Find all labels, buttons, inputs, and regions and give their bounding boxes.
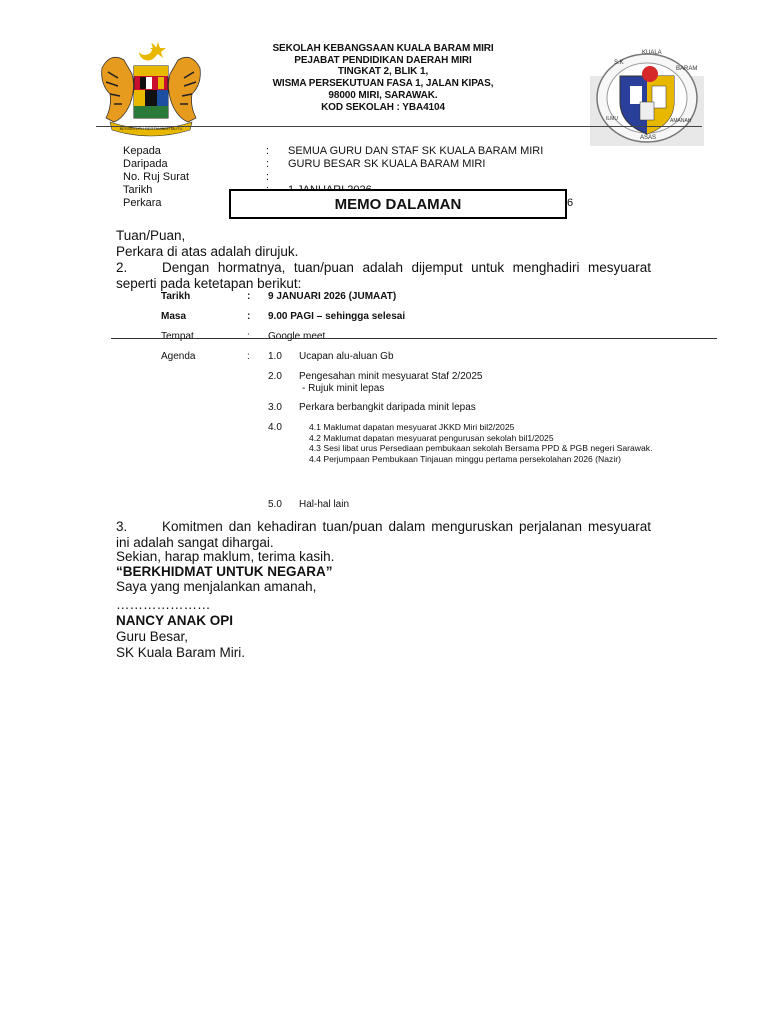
field-label-daripada: Daripada xyxy=(123,158,168,170)
paragraph-number: 2. xyxy=(116,260,128,275)
detail-label-agenda: Agenda xyxy=(161,351,196,362)
agenda-subitem: 4.3 Sesi libat urus Persediaan pembukaan sekolah Bersama PPD & PGB negeri Sarawak. xyxy=(309,443,653,453)
paragraph-text: Dengan hormatnya, tuan/puan adalah dijemput untuk menghadiri mesyuarat seperti pada ketetapan berikut: xyxy=(116,260,651,291)
field-colon: : xyxy=(266,158,270,170)
svg-text:KUALA: KUALA xyxy=(642,50,662,56)
svg-text:BARAM: BARAM xyxy=(676,66,698,72)
horizontal-rule xyxy=(111,338,717,339)
svg-text:ILMU: ILMU xyxy=(606,116,618,122)
paragraph-3 xyxy=(116,519,651,550)
detail-colon: : xyxy=(247,311,251,322)
agenda-subitem: 4.2 Maklumat dapatan mesyuarat pengurusan sekolah bil1/2025 xyxy=(309,432,554,443)
paragraph-2 xyxy=(116,260,651,291)
amanah-line: Saya yang menjalankan amanah, xyxy=(116,579,317,594)
signer-title: Guru Besar, xyxy=(116,629,189,644)
field-value-daripada: GURU BESAR SK KUALA BARAM MIRI xyxy=(288,158,486,170)
signer-school: SK Kuala Baram Miri. xyxy=(116,645,246,660)
detail-value-tarikh: 9 JANUARI 2026 (JUMAAT) xyxy=(268,291,397,302)
address-line-1: TINGKAT 2, BLIK 1, xyxy=(337,66,429,78)
field-label-no-ruj: No. Ruj Surat xyxy=(123,171,190,183)
header-divider xyxy=(96,126,702,127)
school-code: KOD SEKOLAH : YBA4104 xyxy=(321,101,445,113)
motto: “BERKHIDMAT UNTUK NEGARA” xyxy=(116,564,333,579)
field-value-kepada: SEMUA GURU DAN STAF SK KUALA BARAM MIRI xyxy=(288,145,544,157)
detail-label-masa: Masa xyxy=(161,311,187,322)
paragraph-number: 3. xyxy=(116,519,128,534)
svg-text:S.K: S.K xyxy=(614,60,624,66)
perkara-value-fragment: 6 xyxy=(567,197,574,209)
school-name: SEKOLAH KEBANGSAAN KUALA BARAM MIRI xyxy=(272,43,494,54)
field-label-kepada: Kepada xyxy=(123,145,161,157)
agenda-item: Pengesahan minit mesyuarat Staf 2/2025 xyxy=(299,371,483,382)
detail-colon: : xyxy=(247,331,250,342)
detail-colon: : xyxy=(247,351,250,362)
agenda-item: Perkara berbangkit daripada minit lepas xyxy=(299,402,476,413)
field-label-perkara: Perkara xyxy=(123,197,162,209)
detail-label-tempat: Tempat xyxy=(161,331,194,342)
memo-title: MEMO DALAMAN xyxy=(334,195,462,213)
salutation: Tuan/Puan, xyxy=(116,228,186,243)
field-label-tarikh: Tarikh xyxy=(123,184,153,196)
paragraph-text: Komitmen dan kehadiran tuan/puan dalam menguruskan perjalanan mesyuarat ini adalah sangat dihargai. xyxy=(116,519,651,550)
agenda-number: 4.0 xyxy=(268,422,282,433)
address-postcode: 98000 MIRI, SARAWAK. xyxy=(328,89,438,101)
school-crest-logo xyxy=(590,42,704,146)
svg-text:BERSEKUTU BERTAMBAH MUTU: BERSEKUTU BERTAMBAH MUTU xyxy=(119,126,183,131)
intro-paragraph: Perkara di atas adalah dirujuk. xyxy=(116,244,299,259)
field-colon: : xyxy=(266,171,270,183)
agenda-subitem: 4.4 Perjumpaan Pembukaan Tinjauan minggu pertama persekolahan 2026 (Nazir) xyxy=(309,453,621,464)
detail-label-tarikh: Tarikh xyxy=(161,291,191,302)
detail-value-masa: 9.00 PAGI – sehingga selesai xyxy=(268,311,406,322)
closing-line: Sekian, harap maklum, terima kasih. xyxy=(116,549,335,564)
svg-text:ASAS: ASAS xyxy=(640,135,657,141)
agenda-item-note: - Rujuk minit lepas xyxy=(302,383,385,394)
detail-colon: : xyxy=(247,291,251,302)
malaysia-coat-of-arms-logo xyxy=(96,38,206,138)
field-colon: : xyxy=(266,145,270,157)
memo-title-box xyxy=(229,189,567,219)
district-office: PEJABAT PENDIDIKAN DAERAH MIRI xyxy=(294,54,472,66)
address-line-2: WISMA PERSEKUTUAN FASA 1, JALAN KIPAS, xyxy=(272,78,494,90)
agenda-number: 3.0 xyxy=(268,402,282,413)
agenda-subitem: 4.1 Maklumat dapatan mesyuarat JKKD Miri bil2/2025 xyxy=(309,422,515,432)
signature-dots: ………………… xyxy=(116,597,211,612)
agenda-number: 5.0 xyxy=(268,499,282,510)
signer-name: NANCY ANAK OPI xyxy=(116,613,234,628)
agenda-item: Hal-hal lain xyxy=(299,499,350,510)
detail-value-tempat: Google meet xyxy=(268,331,326,342)
agenda-item: Ucapan alu-aluan Gb xyxy=(299,351,394,362)
letterhead-address xyxy=(240,43,526,113)
agenda-number: 1.0 xyxy=(268,351,282,362)
svg-text:AMANAH: AMANAH xyxy=(670,118,692,124)
agenda-number: 2.0 xyxy=(268,371,282,382)
